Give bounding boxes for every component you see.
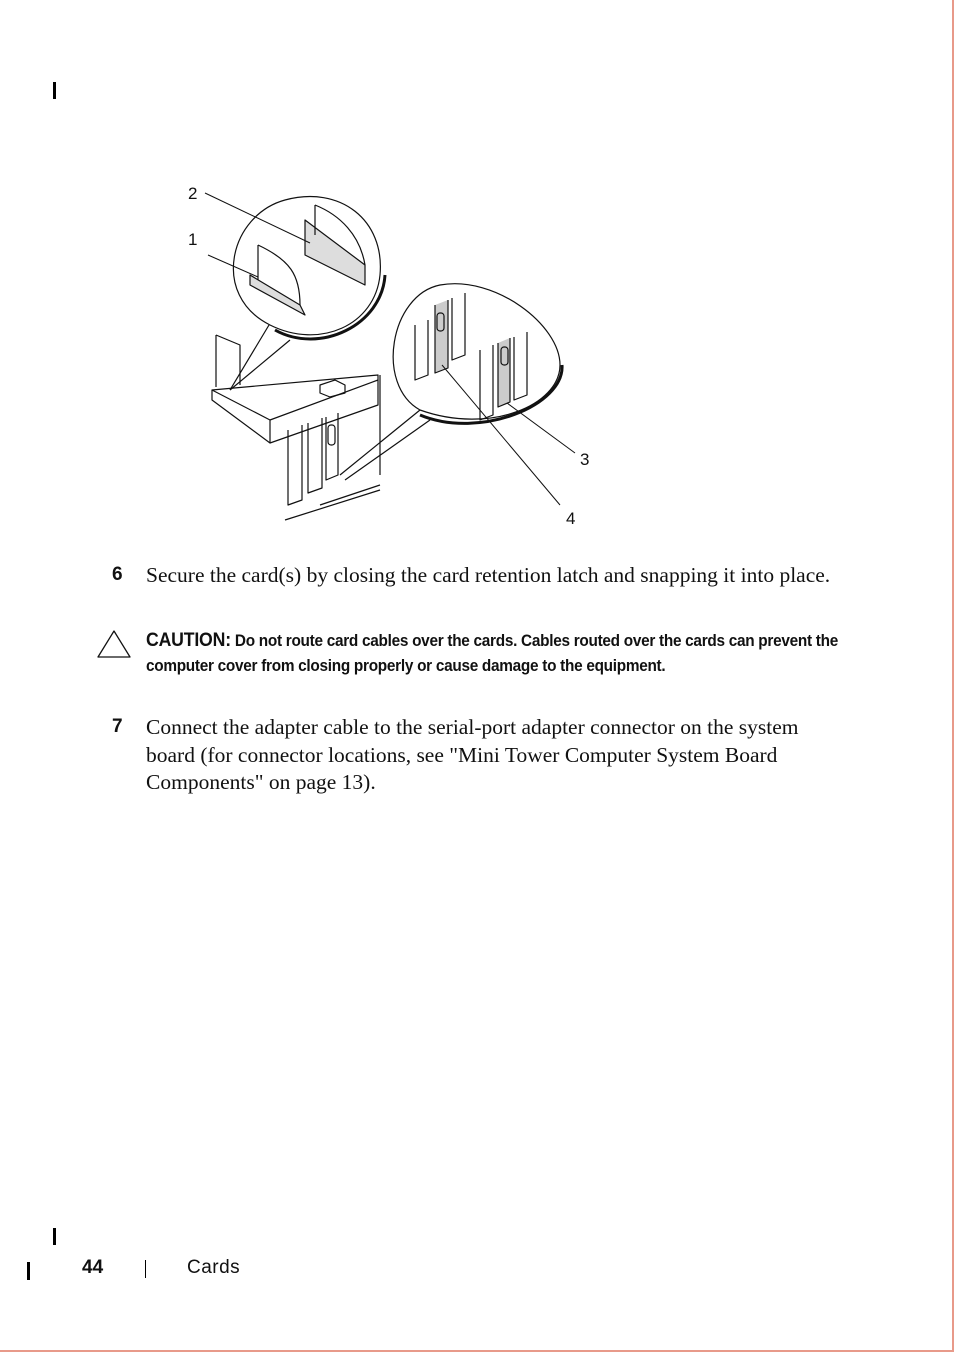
caution-text: Do not route card cables over the cards. Cables routed over the cards can prevent the computer cover from closing properly or cause damage to the equipment. <box>146 632 838 675</box>
section-name: Cards <box>187 1257 241 1278</box>
card-installation-figure <box>150 175 600 535</box>
page-number: 44 <box>82 1257 104 1278</box>
callout-2: 2 <box>188 184 198 203</box>
step-7 <box>112 714 832 797</box>
footer-divider <box>145 1260 146 1278</box>
step-text: Secure the card(s) by closing the card retention latch and snapping it into place. <box>146 563 831 587</box>
callout-4: 4 <box>566 509 576 528</box>
step-number: 6 <box>112 564 123 585</box>
callout-1: 1 <box>188 230 198 249</box>
caution-icon <box>96 628 132 660</box>
callout-3: 3 <box>580 450 590 469</box>
crop-mark-top <box>53 82 56 99</box>
page-footer <box>0 1257 954 1287</box>
step-text: Connect the adapter cable to the serial-port adapter connector on the system board (for connector locations, see "Mini Tower Computer System Board Components" on page 13). <box>146 715 799 794</box>
caution-notice <box>96 628 838 679</box>
step-number: 7 <box>112 716 123 737</box>
caution-label: CAUTION: <box>146 630 231 651</box>
step-6 <box>112 562 832 590</box>
crop-mark-bottom <box>53 1228 56 1245</box>
